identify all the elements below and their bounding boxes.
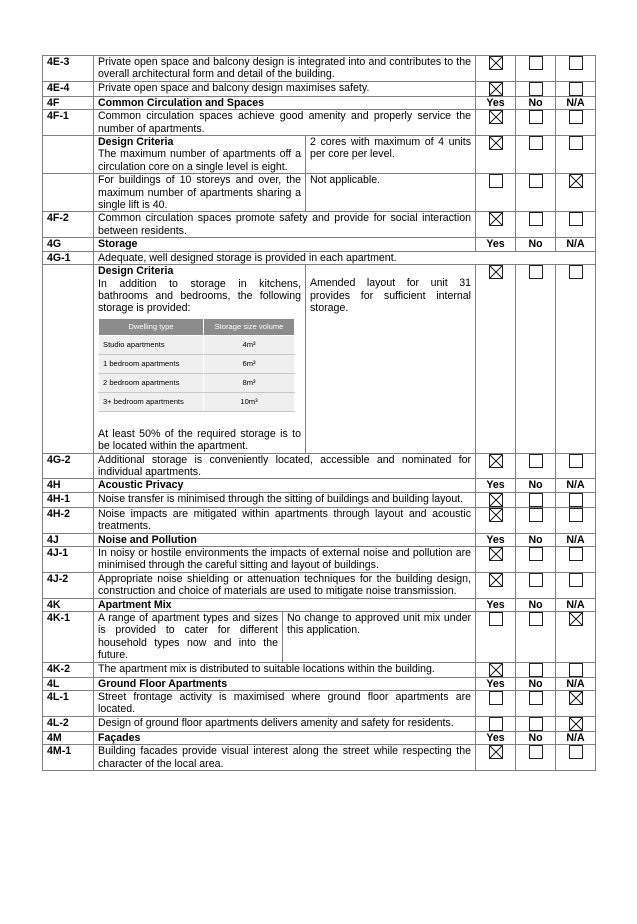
dwelling-type: 2 bedroom apartments bbox=[99, 373, 204, 392]
column-header-na: N/A bbox=[556, 598, 596, 611]
check-cell-yes bbox=[476, 662, 516, 677]
column-header-yes: Yes bbox=[476, 96, 516, 109]
checked-box-icon[interactable] bbox=[489, 212, 503, 226]
storage-column-header: Dwelling type bbox=[99, 318, 204, 335]
item-text: Adequate, well designed storage is provided in each apartment. bbox=[94, 251, 596, 264]
item-code: 4K-2 bbox=[43, 662, 94, 677]
column-header-na: N/A bbox=[556, 479, 596, 492]
check-cell-na bbox=[556, 546, 596, 572]
check-cell-no bbox=[516, 612, 556, 663]
table-row bbox=[43, 453, 596, 479]
check-cell-no bbox=[516, 507, 556, 533]
table-row bbox=[43, 745, 596, 771]
item-code: 4K-1 bbox=[43, 612, 94, 663]
item-code: 4E-4 bbox=[43, 81, 94, 96]
criteria-comment: Not applicable. bbox=[306, 174, 476, 212]
item-text: Common circulation spaces achieve good amenity and properly service the number of apartments. bbox=[94, 110, 476, 136]
column-header-no: No bbox=[516, 677, 556, 690]
criteria-cell bbox=[94, 136, 306, 174]
checked-box-icon[interactable] bbox=[489, 547, 503, 561]
empty-checkbox-icon[interactable] bbox=[529, 573, 543, 587]
item-text: In noisy or hostile environments the impacts of external noise and pollution are minimised through the careful sitting and layout of buildings. bbox=[94, 546, 476, 572]
section-code: 4L bbox=[43, 677, 94, 690]
check-cell-no bbox=[516, 745, 556, 771]
section-code: 4G bbox=[43, 238, 94, 251]
item-code: 4G-1 bbox=[43, 251, 94, 264]
storage-row bbox=[99, 373, 295, 392]
check-cell-na bbox=[556, 612, 596, 663]
empty-code-cell bbox=[43, 265, 94, 453]
check-cell-na bbox=[556, 265, 596, 453]
dwelling-type: Studio apartments bbox=[99, 335, 204, 354]
table-row bbox=[43, 533, 596, 546]
check-cell-na bbox=[556, 492, 596, 507]
check-cell-na bbox=[556, 453, 596, 479]
check-cell-na bbox=[556, 110, 596, 136]
check-cell-na bbox=[556, 56, 596, 82]
section-code: 4F bbox=[43, 96, 94, 109]
criteria-text: For buildings of 10 storeys and over, the maximum number of apartments sharing a single lift is 40. bbox=[98, 174, 301, 212]
checked-box-icon[interactable] bbox=[569, 612, 583, 626]
section-title: Ground Floor Apartments bbox=[94, 677, 476, 690]
check-cell-na bbox=[556, 174, 596, 212]
table-row bbox=[43, 265, 596, 453]
table-row bbox=[43, 251, 596, 264]
item-text: Design of ground floor apartments delivers amenity and safety for residents. bbox=[94, 716, 476, 731]
empty-checkbox-icon[interactable] bbox=[569, 745, 583, 759]
checked-box-icon[interactable] bbox=[569, 691, 583, 705]
check-cell-yes bbox=[476, 136, 516, 174]
empty-code-cell bbox=[43, 136, 94, 174]
compliance-table bbox=[42, 55, 596, 771]
check-cell-na bbox=[556, 691, 596, 717]
check-cell-yes bbox=[476, 492, 516, 507]
dwelling-type: 1 bedroom apartments bbox=[99, 354, 204, 373]
check-cell-no bbox=[516, 691, 556, 717]
table-row bbox=[43, 716, 596, 731]
column-header-no: No bbox=[516, 598, 556, 611]
item-text: The apartment mix is distributed to suitable locations within the building. bbox=[94, 662, 476, 677]
column-header-na: N/A bbox=[556, 731, 596, 744]
check-cell-yes bbox=[476, 174, 516, 212]
check-cell-yes bbox=[476, 507, 516, 533]
check-cell-yes bbox=[476, 265, 516, 453]
item-code: 4J-1 bbox=[43, 546, 94, 572]
check-cell-no bbox=[516, 492, 556, 507]
column-header-no: No bbox=[516, 533, 556, 546]
empty-checkbox-icon[interactable] bbox=[529, 82, 543, 96]
check-cell-na bbox=[556, 572, 596, 598]
table-row bbox=[43, 212, 596, 238]
empty-checkbox-icon[interactable] bbox=[529, 212, 543, 226]
empty-checkbox-icon[interactable] bbox=[529, 454, 543, 468]
section-title: Noise and Pollution bbox=[94, 533, 476, 546]
checked-box-icon[interactable] bbox=[489, 454, 503, 468]
column-header-na: N/A bbox=[556, 238, 596, 251]
criteria-comment: 2 cores with maximum of 4 units per core per level. bbox=[306, 136, 476, 174]
column-header-na: N/A bbox=[556, 96, 596, 109]
table-row bbox=[43, 96, 596, 109]
table-row bbox=[43, 731, 596, 744]
check-cell-no bbox=[516, 546, 556, 572]
checked-box-icon[interactable] bbox=[489, 508, 503, 522]
item-text: Noise transfer is minimised through the sitting of buildings and building layout. bbox=[94, 492, 476, 507]
table-row bbox=[43, 598, 596, 611]
column-header-yes: Yes bbox=[476, 479, 516, 492]
checked-box-icon[interactable] bbox=[569, 174, 583, 188]
column-header-no: No bbox=[516, 96, 556, 109]
item-split-cell bbox=[94, 612, 476, 663]
storage-column-header: Storage size volume bbox=[204, 318, 295, 335]
table-row bbox=[43, 612, 596, 663]
storage-volume-table bbox=[98, 318, 295, 412]
checked-box-icon[interactable] bbox=[489, 493, 503, 507]
section-code: 4J bbox=[43, 533, 94, 546]
empty-checkbox-icon[interactable] bbox=[569, 212, 583, 226]
empty-checkbox-icon[interactable] bbox=[569, 663, 583, 677]
empty-checkbox-icon[interactable] bbox=[569, 110, 583, 124]
empty-checkbox-icon[interactable] bbox=[569, 573, 583, 587]
check-cell-yes bbox=[476, 716, 516, 731]
empty-checkbox-icon[interactable] bbox=[529, 56, 543, 70]
column-header-na: N/A bbox=[556, 677, 596, 690]
column-header-na: N/A bbox=[556, 533, 596, 546]
column-header-yes: Yes bbox=[476, 238, 516, 251]
check-cell-no bbox=[516, 572, 556, 598]
empty-checkbox-icon[interactable] bbox=[529, 493, 543, 507]
table-row bbox=[43, 507, 596, 533]
item-code: 4E-3 bbox=[43, 56, 94, 82]
section-title: Storage bbox=[94, 238, 476, 251]
empty-checkbox-icon[interactable] bbox=[529, 745, 543, 759]
checked-box-icon[interactable] bbox=[489, 663, 503, 677]
empty-checkbox-icon[interactable] bbox=[489, 612, 503, 626]
empty-checkbox-icon[interactable] bbox=[569, 56, 583, 70]
empty-checkbox-icon[interactable] bbox=[529, 612, 543, 626]
checked-box-icon[interactable] bbox=[489, 82, 503, 96]
table-row bbox=[43, 572, 596, 598]
check-cell-no bbox=[516, 81, 556, 96]
empty-checkbox-icon[interactable] bbox=[569, 136, 583, 150]
criteria-cell bbox=[94, 265, 306, 453]
check-cell-no bbox=[516, 56, 556, 82]
section-code: 4M bbox=[43, 731, 94, 744]
empty-checkbox-icon[interactable] bbox=[569, 508, 583, 522]
item-code: 4M-1 bbox=[43, 745, 94, 771]
check-cell-no bbox=[516, 212, 556, 238]
column-header-yes: Yes bbox=[476, 598, 516, 611]
item-text: Street frontage activity is maximised where ground floor apartments are located. bbox=[94, 691, 476, 717]
empty-checkbox-icon[interactable] bbox=[529, 717, 543, 731]
empty-checkbox-icon[interactable] bbox=[489, 691, 503, 705]
item-code: 4F-1 bbox=[43, 110, 94, 136]
item-text: Noise impacts are mitigated within apartments through layout and acoustic treatments. bbox=[94, 507, 476, 533]
section-title: Apartment Mix bbox=[94, 598, 476, 611]
storage-volume: 6m³ bbox=[204, 354, 295, 373]
item-code: 4J-2 bbox=[43, 572, 94, 598]
criteria-text: The maximum number of apartments off a circulation core on a single level is eight. bbox=[98, 148, 301, 173]
item-code: 4G-2 bbox=[43, 453, 94, 479]
check-cell-no bbox=[516, 110, 556, 136]
check-cell-no bbox=[516, 136, 556, 174]
item-text: Private open space and balcony design is integrated into and contributes to the overall architectural form and detail of the building. bbox=[94, 56, 476, 82]
storage-volume: 10m³ bbox=[204, 392, 295, 411]
storage-row bbox=[99, 335, 295, 354]
table-row bbox=[43, 691, 596, 717]
check-cell-yes bbox=[476, 612, 516, 663]
check-cell-yes bbox=[476, 56, 516, 82]
item-text: Additional storage is conveniently located, accessible and nominated for individual apartments. bbox=[94, 453, 476, 479]
check-cell-na bbox=[556, 662, 596, 677]
empty-checkbox-icon[interactable] bbox=[569, 454, 583, 468]
checked-box-icon[interactable] bbox=[489, 110, 503, 124]
criteria-comment: Amended layout for unit 31 provides for sufficient internal storage. bbox=[306, 265, 476, 453]
check-cell-yes bbox=[476, 212, 516, 238]
section-code: 4K bbox=[43, 598, 94, 611]
check-cell-yes bbox=[476, 453, 516, 479]
checked-box-icon[interactable] bbox=[489, 136, 503, 150]
empty-checkbox-icon[interactable] bbox=[569, 547, 583, 561]
storage-row bbox=[99, 354, 295, 373]
empty-checkbox-icon[interactable] bbox=[529, 110, 543, 124]
check-cell-yes bbox=[476, 572, 516, 598]
check-cell-na bbox=[556, 136, 596, 174]
item-text: Appropriate noise shielding or attenuation techniques for the building design, construction and choice of materials are used to mitigate noise transmission. bbox=[94, 572, 476, 598]
check-cell-yes bbox=[476, 546, 516, 572]
empty-checkbox-icon[interactable] bbox=[529, 663, 543, 677]
section-title: Acoustic Privacy bbox=[94, 479, 476, 492]
column-header-no: No bbox=[516, 479, 556, 492]
check-cell-no bbox=[516, 453, 556, 479]
table-row bbox=[43, 662, 596, 677]
item-text: A range of apartment types and sizes is provided to cater for different household types now and into the future. bbox=[94, 612, 283, 662]
empty-checkbox-icon[interactable] bbox=[569, 493, 583, 507]
column-header-yes: Yes bbox=[476, 731, 516, 744]
check-cell-na bbox=[556, 212, 596, 238]
dwelling-type: 3+ bedroom apartments bbox=[99, 392, 204, 411]
table-row bbox=[43, 136, 596, 174]
empty-checkbox-icon[interactable] bbox=[529, 136, 543, 150]
storage-row bbox=[99, 392, 295, 411]
column-header-yes: Yes bbox=[476, 533, 516, 546]
item-text: Private open space and balcony design maximises safety. bbox=[94, 81, 476, 96]
item-code: 4F-2 bbox=[43, 212, 94, 238]
item-text: Common circulation spaces promote safety and provide for social interaction between residents. bbox=[94, 212, 476, 238]
empty-checkbox-icon[interactable] bbox=[489, 717, 503, 731]
check-cell-no bbox=[516, 716, 556, 731]
column-header-no: No bbox=[516, 731, 556, 744]
table-row bbox=[43, 110, 596, 136]
checked-box-icon[interactable] bbox=[569, 717, 583, 731]
table-row bbox=[43, 546, 596, 572]
empty-checkbox-icon[interactable] bbox=[529, 547, 543, 561]
criteria-footer: At least 50% of the required storage is to be located within the apartment. bbox=[98, 427, 301, 453]
criteria-heading: Design Criteria bbox=[98, 136, 174, 149]
check-cell-na bbox=[556, 716, 596, 731]
table-row bbox=[43, 81, 596, 96]
column-header-yes: Yes bbox=[476, 677, 516, 690]
empty-code-cell bbox=[43, 174, 94, 212]
criteria-heading: Design Criteria bbox=[98, 265, 174, 278]
item-split bbox=[94, 612, 475, 662]
empty-checkbox-icon[interactable] bbox=[529, 265, 543, 279]
item-text: Building facades provide visual interest along the street while respecting the character of the local area. bbox=[94, 745, 476, 771]
table-row bbox=[43, 677, 596, 690]
check-cell-no bbox=[516, 662, 556, 677]
item-code: 4L-1 bbox=[43, 691, 94, 717]
section-title: Façades bbox=[94, 731, 476, 744]
item-code: 4H-2 bbox=[43, 507, 94, 533]
checked-box-icon[interactable] bbox=[489, 56, 503, 70]
spacer bbox=[98, 414, 301, 428]
empty-checkbox-icon[interactable] bbox=[529, 174, 543, 188]
checked-box-icon[interactable] bbox=[489, 265, 503, 279]
empty-checkbox-icon[interactable] bbox=[489, 174, 503, 188]
table-row bbox=[43, 56, 596, 82]
table-row bbox=[43, 492, 596, 507]
empty-checkbox-icon[interactable] bbox=[529, 691, 543, 705]
empty-checkbox-icon[interactable] bbox=[569, 82, 583, 96]
criteria-text: In addition to storage in kitchens, bathrooms and bedrooms, the following storage is provided: bbox=[98, 277, 301, 315]
check-cell-yes bbox=[476, 110, 516, 136]
table-row bbox=[43, 479, 596, 492]
check-cell-na bbox=[556, 507, 596, 533]
storage-header-row bbox=[99, 318, 295, 335]
item-code: 4L-2 bbox=[43, 716, 94, 731]
check-cell-yes bbox=[476, 745, 516, 771]
empty-checkbox-icon[interactable] bbox=[529, 508, 543, 522]
check-cell-no bbox=[516, 174, 556, 212]
check-cell-no bbox=[516, 265, 556, 453]
check-cell-yes bbox=[476, 691, 516, 717]
table-row bbox=[43, 174, 596, 212]
check-cell-yes bbox=[476, 81, 516, 96]
item-comment: No change to approved unit mix under this application. bbox=[287, 612, 472, 637]
section-code: 4H bbox=[43, 479, 94, 492]
table-row bbox=[43, 238, 596, 251]
section-title: Common Circulation and Spaces bbox=[94, 96, 476, 109]
item-code: 4H-1 bbox=[43, 492, 94, 507]
checked-box-icon[interactable] bbox=[489, 745, 503, 759]
checked-box-icon[interactable] bbox=[489, 573, 503, 587]
column-header-no: No bbox=[516, 238, 556, 251]
empty-checkbox-icon[interactable] bbox=[569, 265, 583, 279]
criteria-cell bbox=[94, 174, 306, 212]
storage-volume: 4m³ bbox=[204, 335, 295, 354]
check-cell-na bbox=[556, 745, 596, 771]
storage-volume: 8m³ bbox=[204, 373, 295, 392]
check-cell-na bbox=[556, 81, 596, 96]
